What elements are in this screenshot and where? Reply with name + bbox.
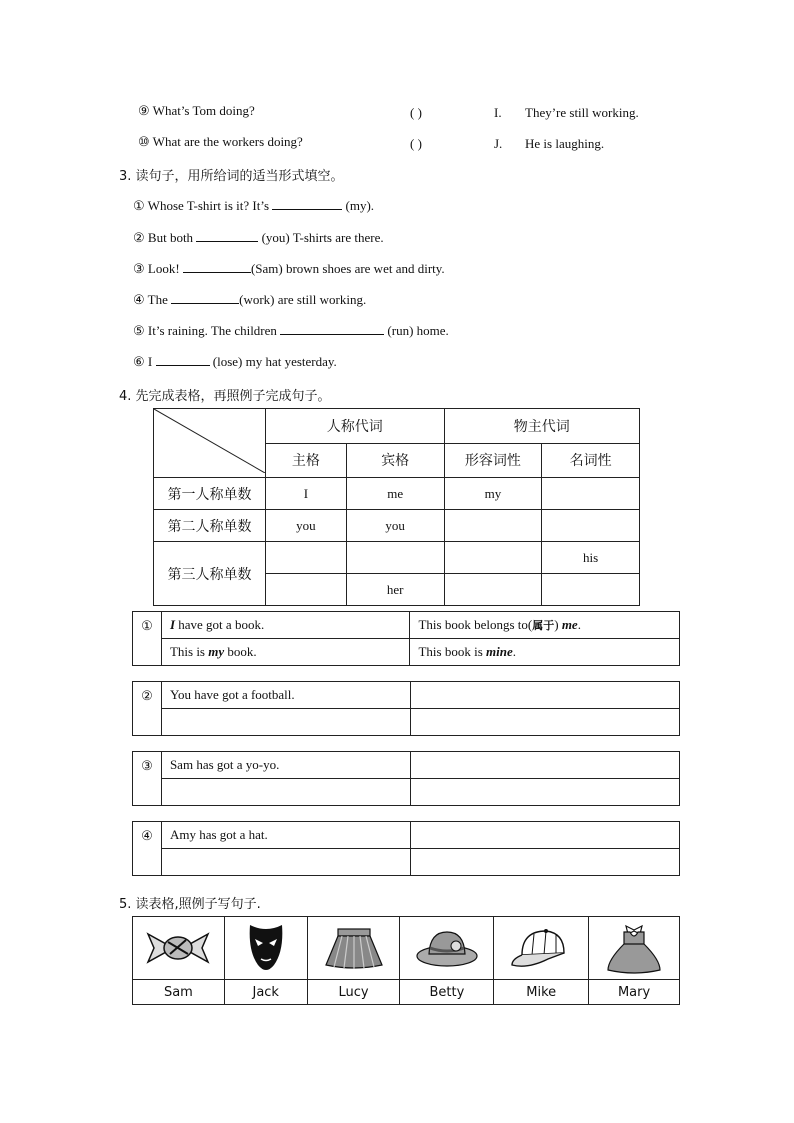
example-number: ① xyxy=(133,612,162,666)
example-table-1 xyxy=(132,611,680,666)
hint-word: (Sam) brown shoes are wet and dirty. xyxy=(250,261,445,276)
fill-item xyxy=(133,260,445,277)
diagonal-line xyxy=(154,409,265,473)
question-text: What’s Tom doing? xyxy=(152,103,255,118)
row-third-person: 第三人称单数 xyxy=(154,542,266,606)
sentence-cell xyxy=(161,639,410,666)
table-cell: his xyxy=(542,542,640,574)
example-number: ② xyxy=(133,682,162,736)
mask-icon xyxy=(246,921,286,975)
item-number: ⑥ xyxy=(133,354,145,369)
sentence-start: But both xyxy=(147,230,194,245)
table-cell-empty[interactable] xyxy=(266,574,347,606)
fill-item xyxy=(133,291,366,308)
emphasis-word: mine xyxy=(486,644,513,659)
table-cell-empty[interactable] xyxy=(444,574,542,606)
fill-blank[interactable] xyxy=(280,322,384,335)
table-cell: my xyxy=(444,478,542,510)
table-cell-empty[interactable] xyxy=(542,478,640,510)
sentence-start: Look! xyxy=(147,261,180,276)
diagonal-header-cell xyxy=(154,409,266,478)
example-table-4 xyxy=(132,821,680,876)
answer-paren[interactable]: ( ) xyxy=(410,136,422,151)
example-table-3 xyxy=(132,751,680,806)
item-number: ⑤ xyxy=(133,323,145,338)
hint-word: (run) home. xyxy=(387,323,449,338)
fill-item xyxy=(133,322,449,339)
emphasis-word: my xyxy=(208,644,225,659)
sentence-start: Whose T-shirt is it? It’s xyxy=(147,198,270,213)
table-cell-empty[interactable] xyxy=(542,574,640,606)
question-text: What are the workers doing? xyxy=(152,134,303,149)
item-number: ④ xyxy=(133,292,145,307)
sentence-text: This book belongs to( xyxy=(418,617,533,632)
sentence-text: . xyxy=(577,617,581,632)
picture-cell xyxy=(133,917,225,980)
picture-cell xyxy=(307,917,400,980)
sentence-cell xyxy=(161,612,410,639)
header-noun: 名词性 xyxy=(542,443,640,478)
answer-cell[interactable] xyxy=(161,849,410,876)
hint-word: (my). xyxy=(345,198,375,213)
picture-cell xyxy=(494,917,589,980)
picture-cell xyxy=(589,917,680,980)
sentence-cell: Sam has got a yo-yo. xyxy=(161,752,410,779)
person-name: Jack xyxy=(224,980,307,1005)
candy-icon xyxy=(146,926,210,970)
section-4-title: 4. 先完成表格，再照例子完成句子。 xyxy=(119,389,331,404)
match-row xyxy=(138,134,303,150)
cap-icon xyxy=(508,925,574,971)
header-possessive-pronoun: 物主代词 xyxy=(444,409,639,444)
table-cell-empty[interactable] xyxy=(266,542,347,574)
answer-cell[interactable] xyxy=(410,849,679,876)
fill-blank[interactable] xyxy=(171,291,239,304)
sun-hat-icon xyxy=(414,926,480,970)
dress-icon xyxy=(604,920,664,976)
emphasis-word: me xyxy=(561,617,578,632)
table-cell-empty[interactable] xyxy=(444,510,542,542)
hint-word: (you) T-shirts are there. xyxy=(261,230,384,245)
sentence-start: It’s raining. The children xyxy=(147,323,277,338)
item-number: ⑩ xyxy=(138,134,150,149)
picture-table xyxy=(132,916,680,1005)
fill-item xyxy=(133,353,337,370)
sentence-text: book. xyxy=(224,644,257,659)
answer-cell[interactable] xyxy=(161,779,410,806)
section-3-title: 3. 读句子，用所给词的适当形式填空。 xyxy=(119,169,344,184)
skirt-icon xyxy=(322,925,386,971)
table-cell-empty[interactable] xyxy=(346,542,444,574)
example-number: ④ xyxy=(133,822,162,876)
fill-item xyxy=(133,229,384,246)
option-letter: J. xyxy=(494,136,503,151)
header-adjective: 形容词性 xyxy=(444,443,542,478)
hint-word: (work) are still working. xyxy=(239,292,367,307)
example-table-2 xyxy=(132,681,680,736)
section-5-title: 5. 读表格,照例子写句子. xyxy=(119,897,261,912)
hint-word: (lose) my hat yesterday. xyxy=(212,354,337,369)
row-second-person: 第二人称单数 xyxy=(154,510,266,542)
sentence-start: I xyxy=(147,354,153,369)
fill-item xyxy=(133,197,374,214)
table-cell: you xyxy=(266,510,347,542)
header-object: 宾格 xyxy=(346,443,444,478)
item-number: ② xyxy=(133,230,145,245)
answer-cell[interactable] xyxy=(410,682,679,709)
item-number: ③ xyxy=(133,261,145,276)
answer-cell[interactable] xyxy=(410,709,679,736)
fill-blank[interactable] xyxy=(196,229,258,242)
option-letter: I. xyxy=(494,105,502,120)
pronoun-table xyxy=(153,408,640,606)
table-cell: her xyxy=(346,574,444,606)
person-name: Mike xyxy=(494,980,589,1005)
picture-cell xyxy=(400,917,494,980)
sentence-text: . xyxy=(512,644,516,659)
fill-blank[interactable] xyxy=(272,197,342,210)
sentence-cell: You have got a football. xyxy=(161,682,410,709)
person-name: Mary xyxy=(589,980,680,1005)
sentence-text: This is xyxy=(169,644,209,659)
table-cell: I xyxy=(266,478,347,510)
answer-cell[interactable] xyxy=(410,752,680,779)
picture-cell xyxy=(224,917,307,980)
item-number: ① xyxy=(133,198,145,213)
person-name: Lucy xyxy=(307,980,400,1005)
sentence-cell xyxy=(410,612,680,639)
table-cell: me xyxy=(346,478,444,510)
answer-cell[interactable] xyxy=(161,709,410,736)
item-number: ⑨ xyxy=(138,103,150,118)
emphasis-word: I xyxy=(169,617,176,632)
header-personal-pronoun: 人称代词 xyxy=(266,409,445,444)
option-text: They’re still working. xyxy=(525,105,639,120)
table-cell-empty[interactable] xyxy=(444,542,542,574)
row-first-person: 第一人称单数 xyxy=(154,478,266,510)
fill-blank[interactable] xyxy=(183,260,251,273)
sentence-text: ) xyxy=(554,617,562,632)
match-row xyxy=(138,103,255,119)
person-name: Betty xyxy=(400,980,494,1005)
sentence-cell xyxy=(410,639,680,666)
option-text: He is laughing. xyxy=(525,136,605,151)
header-subject: 主格 xyxy=(266,443,347,478)
table-cell: you xyxy=(346,510,444,542)
sentence-text: This book is xyxy=(418,644,487,659)
person-name: Sam xyxy=(133,980,225,1005)
answer-cell[interactable] xyxy=(410,779,680,806)
sentence-start: The xyxy=(147,292,168,307)
sentence-cell: Amy has got a hat. xyxy=(161,822,410,849)
gloss-text: 属于 xyxy=(532,619,555,632)
example-number: ③ xyxy=(133,752,162,806)
sentence-text: have got a book. xyxy=(175,617,265,632)
table-cell-empty[interactable] xyxy=(542,510,640,542)
fill-blank[interactable] xyxy=(156,353,210,366)
answer-cell[interactable] xyxy=(410,822,679,849)
answer-paren[interactable]: ( ) xyxy=(410,105,422,120)
